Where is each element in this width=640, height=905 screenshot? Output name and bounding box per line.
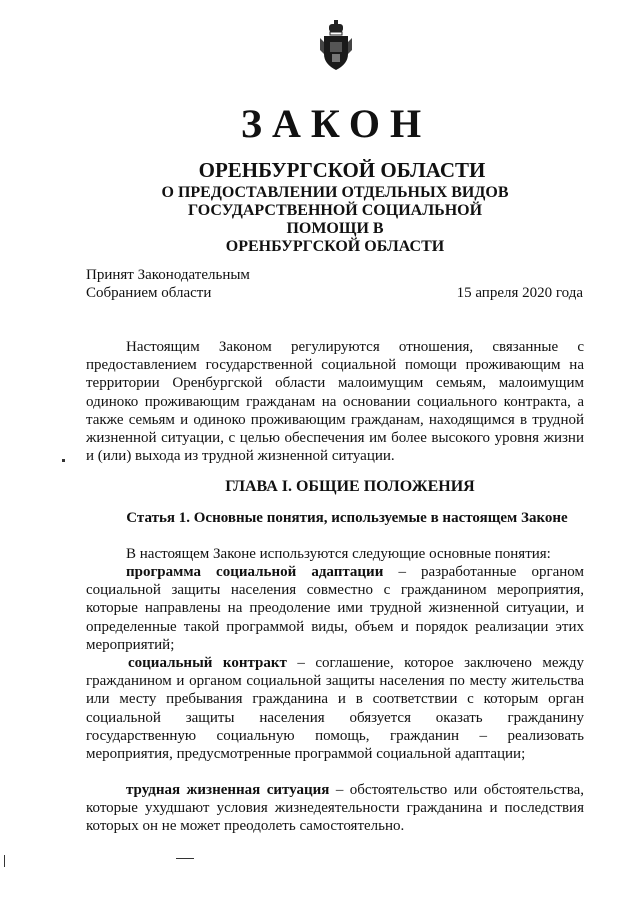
scan-speck (62, 459, 65, 462)
coat-of-arms-icon (318, 20, 354, 72)
article-heading: Статья 1. Основные понятия, используемые в настоящем Законе (126, 510, 568, 526)
definition-paragraph (86, 563, 584, 654)
intro-paragraph: В настоящем Законе используются следующие основные понятия: (126, 546, 551, 562)
subtitle-line: ОРЕНБУРГСКОЙ ОБЛАСТИ (225, 238, 445, 255)
subtitle-line: О ПРЕДОСТАВЛЕНИИ ОТДЕЛЬНЫХ ВИДОВ (161, 184, 509, 201)
definition-text: – соглашение, которое заключено между гражданином и органом социальной защиты населения по месту жительства или месту пребывания гражданина и в соответствии с которым орган социальной защиты населения обязуется оказать гражданину государственную социальную помощь, гражданин – реализовать мероприятия, предусмотренные программой социальной адаптации; (86, 655, 584, 763)
region-heading: ОРЕНБУРГСКОЙ ОБЛАСТИ (198, 158, 486, 182)
adoption-note (86, 266, 250, 302)
definition-text: – разработанные органом социальной защиты населения совместно с гражданином мероприятия, которые направлены на преодоление ими трудной жизненной ситуации, и определенные такой программой виды, объем и порядок реализации этих мероприятий; (86, 564, 584, 653)
definition-text: – обстоятельство или обстоятельства, которые ухудшают условия жизнедеятельности гражданина и последствия которых он не может преодолеть самостоятельно. (86, 782, 584, 835)
scan-edge-mark (4, 855, 5, 867)
law-heading: ЗАКОН (240, 101, 432, 146)
definition-paragraph (86, 654, 584, 763)
adoption-line: Собранием области (86, 285, 212, 301)
definition-term: программа социальной адаптации (126, 564, 384, 580)
chapter-heading: ГЛАВА I. ОБЩИЕ ПОЛОЖЕНИЯ (225, 478, 475, 495)
definition-paragraph (86, 781, 584, 836)
law-subtitle (150, 184, 520, 256)
definition-term: трудная жизненная ситуация (126, 782, 330, 798)
adoption-line: Принят Законодательным (86, 267, 250, 283)
adoption-date: 15 апреля 2020 года (456, 285, 583, 301)
subtitle-line: ГОСУДАРСТВЕННОЙ СОЦИАЛЬНОЙ ПОМОЩИ В (187, 202, 483, 237)
definition-term: социальный контракт (128, 655, 287, 671)
preamble-paragraph: Настоящим Законом регулируются отношения, связанные с предоставлением государственной социальной помощи проживающим на территории Оренбургской области малоимущим семьям, малоимущим одиноко проживающим гражданам на основании социального контракта, а также семьям и одиноко проживающим гражданам, находящимся в трудной жизненной ситуации, с целью обеспечения им более высокого уровня жизни и (или) выхода из трудной жизненной ситуации. (86, 339, 584, 465)
scan-line-mark (176, 858, 194, 859)
